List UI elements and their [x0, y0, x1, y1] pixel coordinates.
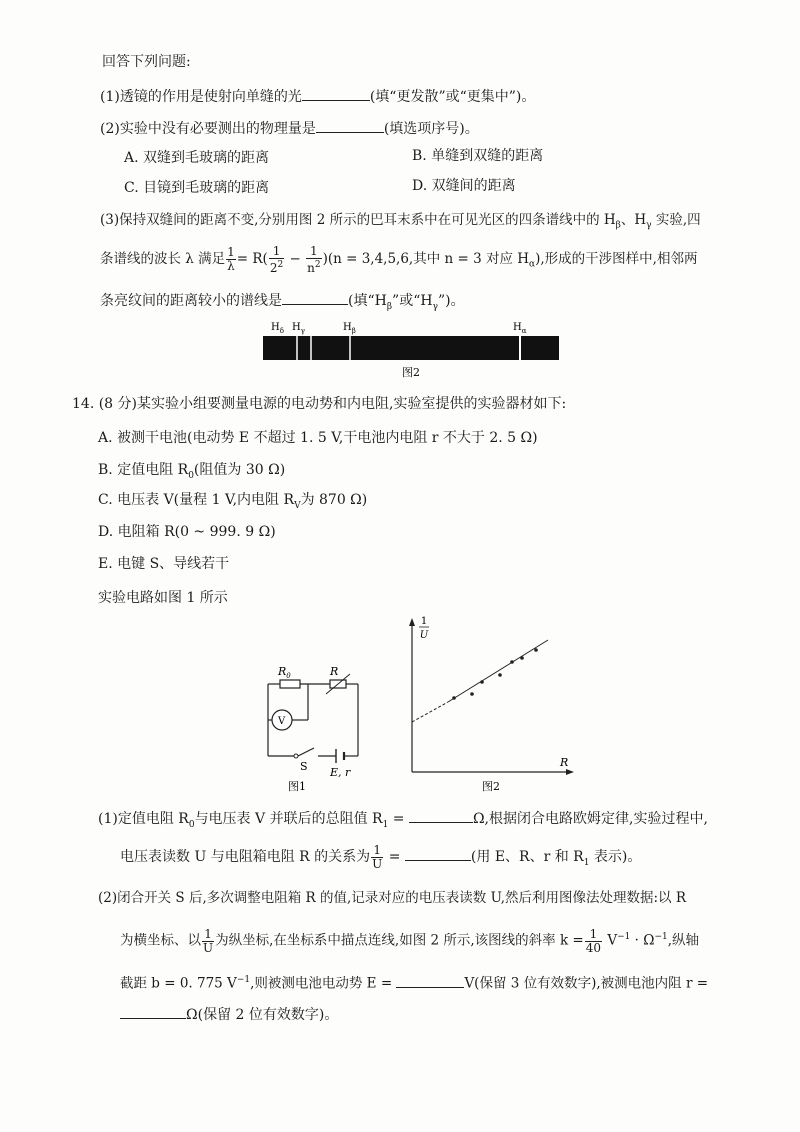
option-d: D. 双缝间的距离 — [412, 178, 516, 194]
intro-text: 回答下列问题: — [102, 54, 191, 70]
circuit-intro: 实验电路如图 1 所示 — [98, 590, 228, 606]
answer-blank[interactable] — [302, 86, 370, 101]
label-v: V — [278, 716, 286, 727]
x-axis-label: R — [560, 756, 569, 769]
answer-blank[interactable] — [316, 118, 384, 133]
fraction: $\frac{1}{2^2}$ — [269, 243, 284, 275]
q13-part3-line3: 条亮纹间的距离较小的谱线是 (填“$H_\beta$”或“$H_\gamma$”)。 — [100, 290, 465, 317]
data-point — [498, 673, 502, 677]
fraction: $\frac{1}{40}$ — [585, 926, 602, 955]
fraction: $\frac{1}{n^2}$ — [307, 243, 321, 275]
y-axis-label-num: 1 — [420, 616, 428, 627]
fit-line — [448, 640, 548, 702]
label-er: E, r — [330, 766, 351, 779]
q13-part2: (2)实验中没有必要测出的物理量是 (填选项序号)。 — [100, 118, 479, 139]
label-h-alpha: $H_\alpha$ — [513, 322, 527, 335]
fraction: $\frac{1}{U}$ — [203, 926, 214, 955]
q14-item-c: C. 电压表 V(量程 1 V,内电阻 $R_V$为 870 Ω) — [98, 492, 368, 511]
figure-caption: 图2 — [482, 780, 500, 793]
answer-blank[interactable] — [120, 1004, 186, 1019]
resistor-r0 — [280, 680, 300, 688]
q13-part3-line1: (3)保持双缝间的距离不变,分别用图 2 所示的巴耳末系中在可见光区的四条谱线中的 $H_\beta$、$H_\gamma$ 实验,四 — [100, 212, 701, 231]
data-point — [534, 648, 538, 652]
q14-item-e: E. 电键 S、导线若干 — [98, 556, 230, 572]
y-axis-arrow-icon — [409, 618, 415, 626]
q13-part1: (1)透镜的作用是使射向单缝的光 (填“更发散”或“更集中”)。 — [100, 86, 535, 107]
data-points — [452, 648, 538, 700]
label-h-gamma: $H_\gamma$ — [292, 322, 305, 335]
answer-blank[interactable] — [282, 290, 348, 305]
x-axis-arrow-icon — [566, 769, 574, 775]
q14-part2-line4: Ω(保留 2 位有效数字)。 — [120, 1004, 338, 1025]
q14-item-a: A. 被测干电池(电动势 E 不超过 1. 5 V,干电池内电阻 r 不大于 2. 5 Ω) — [98, 430, 538, 446]
data-point — [452, 696, 456, 700]
option-b: B. 单缝到双缝的距离 — [412, 148, 544, 164]
option-c: C. 目镜到毛玻璃的距离 — [124, 180, 270, 196]
label-r0: $R_0$ — [278, 665, 291, 680]
spectrum-bar — [263, 336, 559, 360]
switch-icon — [294, 754, 298, 758]
q14-head: 14. (8 分)某实验小组要测量电源的电动势和内电阻,实验室提供的实验器材如下: — [72, 396, 567, 412]
circuit-diagram — [240, 656, 370, 796]
graph-figure — [398, 612, 578, 796]
fraction: $\frac{1}{\lambda}$ — [227, 245, 235, 273]
q14-part1-line1: (1)定值电阻 $R_0$与电压表 V 并联后的总阻值 $R_1 = \Omega$,根据闭合电路欧姆定律,实验过程中, — [98, 808, 708, 835]
extrapolated-line — [412, 702, 448, 722]
answer-blank[interactable] — [405, 846, 471, 861]
q14-part2-line1: (2)闭合开关 S 后,多次调整电阻箱 R 的值,记录对应的电压表读数 U,然后利用图像法处理数据:以 R — [98, 890, 687, 906]
option-a: A. 双缝到毛玻璃的距离 — [124, 150, 270, 166]
data-point — [510, 660, 514, 664]
data-point — [470, 692, 474, 696]
q14-part1-line2: 电压表读数 U 与电阻箱电阻 R 的关系为 $\frac{1}{U}$ = (用 E、R、r 和 $R_1$ 表示)。 — [120, 842, 642, 871]
y-axis-label-den: U — [419, 630, 429, 641]
figure-caption: 图1 — [288, 780, 306, 793]
label-h-delta: $H_\delta$ — [271, 322, 284, 335]
data-point — [520, 656, 524, 660]
figure-caption: 图2 — [402, 366, 420, 379]
q14-part2-line2: 为横坐标、以 $\frac{1}{U}$ 为纵坐标,在坐标系中描点连线,如图 2 所示,该图线的斜率 k = $\frac{1}{40}$ $V^{-1} \cdot \Omega^{-1}$,纵轴 — [120, 926, 700, 955]
spectrum-figure — [255, 316, 565, 382]
label-h-beta: $H_\beta$ — [343, 322, 356, 335]
q14-part2-line3: 截距 b = 0. 775 $V^{-1}$,则被测电池电动势 E = V(保留 3 位有效数字),被测电池内阻 r = — [120, 970, 708, 994]
answer-blank[interactable] — [409, 808, 473, 823]
label-s: S — [300, 760, 308, 773]
q14-item-d: D. 电阻箱 R(0 ~ 999. 9 Ω) — [98, 524, 276, 540]
label-r: R — [330, 665, 339, 678]
q14-item-b: B. 定值电阻 $R_0$(阻值为 30 Ω) — [98, 462, 286, 481]
fraction: $\frac{1}{U}$ — [372, 842, 383, 871]
data-point — [480, 680, 484, 684]
answer-blank[interactable] — [396, 973, 464, 988]
q13-part3-line2: 条谱线的波长 λ 满足 $\frac{1}{\lambda}$ = R( $\frac{1}{2^2}$ − $\frac{1}{n^2}$ )(n = 3,4,5,6,其中 n = 3 对应 $H_\alpha$),形成的干涉图样中,相邻两 — [100, 243, 698, 275]
